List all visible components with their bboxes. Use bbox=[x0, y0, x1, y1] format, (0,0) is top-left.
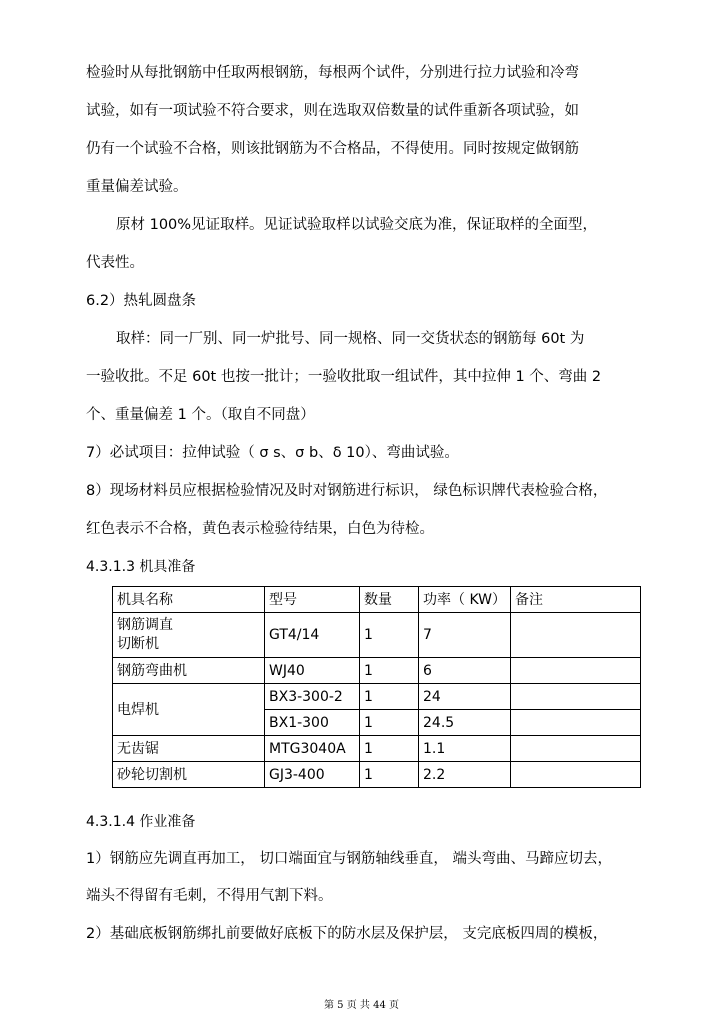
note-cell bbox=[510, 684, 640, 710]
quantity-cell: 1 bbox=[360, 658, 419, 684]
paragraph-line: 端头不得留有毛刺，不得用气割下料。 bbox=[86, 888, 333, 904]
quantity-cell: 1 bbox=[360, 762, 419, 788]
header-cell: 机具名称 bbox=[113, 587, 265, 613]
section-heading-6-2: 6.2）热轧圆盘条 bbox=[86, 293, 197, 309]
paragraph-line: 检验时从每批钢筋中任取两根钢筋，每根两个试件，分别进行拉力试验和冷弯 bbox=[86, 65, 579, 81]
equipment-name-cell bbox=[113, 613, 265, 658]
paragraph-line: 一验收批。不足 60t 也按一批计；一验收批取一组试件，其中拉伸 1 个、弯曲 2 bbox=[86, 369, 602, 385]
power-cell: 24.5 bbox=[419, 710, 511, 736]
section-heading-4-3-1-3: 4.3.1.3 机具准备 bbox=[86, 559, 196, 575]
note-cell bbox=[510, 613, 640, 658]
model-cell: BX3-300-2 bbox=[265, 684, 360, 710]
table-row bbox=[113, 684, 641, 710]
page-number-footer: 第 5 页 共 44 页 bbox=[324, 1000, 399, 1011]
table-row bbox=[113, 762, 641, 788]
header-cell: 备注 bbox=[510, 587, 640, 613]
model-cell: GT4/14 bbox=[265, 613, 360, 658]
equipment-name-cell: 无齿锯 bbox=[113, 736, 265, 762]
paragraph-line: 试验，如有一项试验不符合要求，则在选取双倍数量的试件重新各项试验，如 bbox=[86, 103, 579, 119]
table-row bbox=[113, 736, 641, 762]
power-cell: 1.1 bbox=[419, 736, 511, 762]
table-row bbox=[113, 613, 641, 658]
quantity-cell: 1 bbox=[360, 684, 419, 710]
power-cell: 7 bbox=[419, 613, 511, 658]
equipment-name-cell: 钢筋弯曲机 bbox=[113, 658, 265, 684]
equipment-table bbox=[112, 586, 641, 788]
model-cell: MTG3040A bbox=[265, 736, 360, 762]
table-header-row bbox=[113, 587, 641, 613]
equipment-name-line: 钢筋调直 bbox=[117, 617, 173, 633]
header-cell: 功率（ KW） bbox=[419, 587, 511, 613]
note-cell bbox=[510, 658, 640, 684]
quantity-cell: 1 bbox=[360, 710, 419, 736]
paragraph-line: 原材 100%见证取样。见证试验取样以试验交底为准，保证取样的全面型， bbox=[116, 217, 598, 233]
equipment-name-cell: 砂轮切割机 bbox=[113, 762, 265, 788]
model-cell: WJ40 bbox=[265, 658, 360, 684]
section-heading-4-3-1-4: 4.3.1.4 作业准备 bbox=[86, 814, 196, 830]
note-cell bbox=[510, 710, 640, 736]
model-cell: BX1-300 bbox=[265, 710, 360, 736]
equipment-name-cell: 电焊机 bbox=[113, 684, 265, 736]
model-cell: GJ3-400 bbox=[265, 762, 360, 788]
quantity-cell: 1 bbox=[360, 736, 419, 762]
paragraph-line: 2）基础底板钢筋绑扎前要做好底板下的防水层及保护层， 支完底板四周的模板， bbox=[86, 926, 608, 942]
equipment-name-line: 切断机 bbox=[117, 636, 159, 652]
header-cell: 型号 bbox=[265, 587, 360, 613]
note-cell bbox=[510, 736, 640, 762]
paragraph-line: 红色表示不合格，黄色表示检验待结果，白色为待检。 bbox=[86, 521, 434, 537]
header-cell: 数量 bbox=[360, 587, 419, 613]
table-row bbox=[113, 658, 641, 684]
paragraph-line: 仍有一个试验不合格，则该批钢筋为不合格品，不得使用。同时按规定做钢筋 bbox=[86, 141, 579, 157]
paragraph-line: 7）必试项目：拉伸试验（ σ s、σ b、δ 10）、弯曲试验。 bbox=[86, 445, 459, 461]
paragraph-line: 重量偏差试验。 bbox=[86, 179, 188, 195]
power-cell: 24 bbox=[419, 684, 511, 710]
paragraph-line: 代表性。 bbox=[86, 255, 144, 271]
paragraph-line: 8）现场材料员应根据检验情况及时对钢筋进行标识， 绿色标识牌代表检验合格， bbox=[86, 483, 608, 499]
power-cell: 2.2 bbox=[419, 762, 511, 788]
paragraph-line: 个、重量偏差 1 个。（取自不同盘） bbox=[86, 407, 315, 423]
power-cell: 6 bbox=[419, 658, 511, 684]
paragraph-line: 取样：同一厂别、同一炉批号、同一规格、同一交货状态的钢筋每 60t 为 bbox=[116, 331, 585, 347]
note-cell bbox=[510, 762, 640, 788]
quantity-cell: 1 bbox=[360, 613, 419, 658]
paragraph-line: 1）钢筋应先调直再加工， 切口端面宜与钢筋轴线垂直， 端头弯曲、马蹄应切去， bbox=[86, 851, 612, 867]
